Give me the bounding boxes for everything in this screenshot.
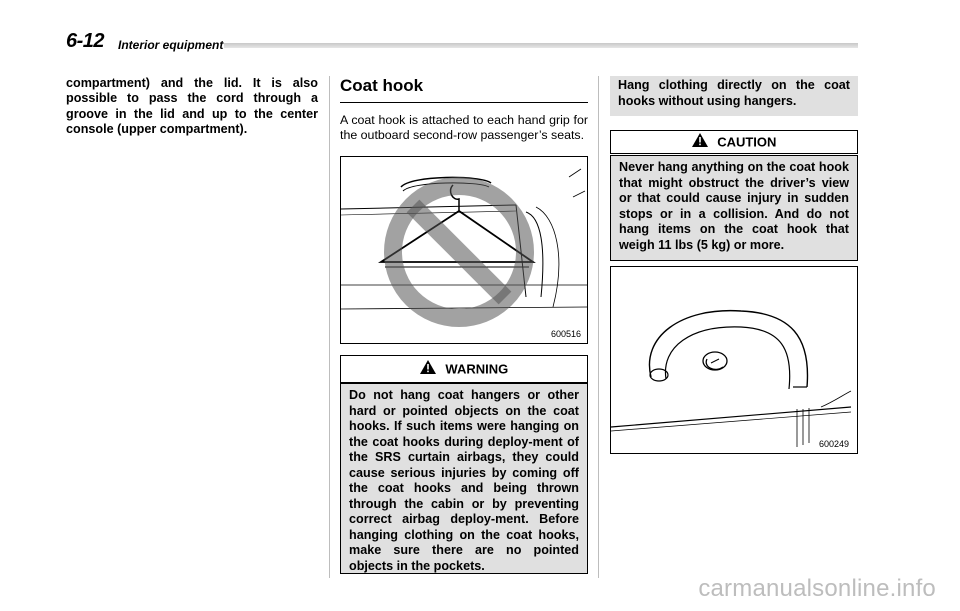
no-hanger-illustration	[341, 157, 587, 343]
column-divider-right	[598, 76, 599, 578]
caution-triangle-icon	[692, 132, 708, 154]
figure-no-hanger	[340, 156, 588, 344]
warning-body	[340, 383, 588, 574]
caution-header	[610, 130, 858, 154]
note-box	[610, 76, 858, 116]
column-left	[66, 76, 318, 138]
page-number: 6-12	[66, 30, 105, 52]
section-title: Interior equipment	[118, 38, 224, 52]
column-middle	[340, 76, 588, 143]
figure-id: 600249	[818, 439, 849, 449]
caution-body	[610, 155, 858, 261]
warning-text: Do not hang coat hangers or other hard or pointed objects on the coat hooks. If such items were hanging on the coat hooks during deploy-ment of the SRS curtain airbags, they could cause serious injuries by coming off the coat hooks and being thrown through the cabin or by preventing correct airbag deploy-ment. Before hanging clothing on the coat hooks, make sure there are no pointed objects in the pockets.	[349, 388, 579, 573]
column-divider-left	[329, 76, 330, 578]
coat-hook-description: A coat hook is attached to each hand grip for the outboard second-row passenger’s seats.	[340, 113, 588, 143]
caution-label: CAUTION	[717, 134, 777, 150]
page-header	[66, 30, 858, 56]
warning-label: WARNING	[445, 361, 509, 377]
warning-header	[340, 355, 588, 383]
figure-coat-hook	[610, 266, 858, 454]
site-watermark: carmanualsonline.info	[698, 575, 936, 602]
continued-paragraph: compartment) and the lid. It is also possible to pass the cord through a groove in the lid and up to the center console (upper compartment).	[66, 76, 318, 137]
caution-text: Never hang anything on the coat hook that might obstruct the driver’s view or that could cause injury in sudden stops or in a collision. And do not hang items on the coat hook that weigh 11 lbs (5 kg) or more.	[619, 160, 849, 252]
coat-hook-heading: Coat hook	[340, 76, 588, 103]
figure-id: 600516	[550, 329, 581, 339]
warning-triangle-icon	[420, 357, 436, 383]
header-rule	[224, 43, 858, 48]
coat-hook-illustration	[611, 267, 857, 453]
note-text: Hang clothing directly on the coat hooks without using hangers.	[618, 78, 850, 108]
